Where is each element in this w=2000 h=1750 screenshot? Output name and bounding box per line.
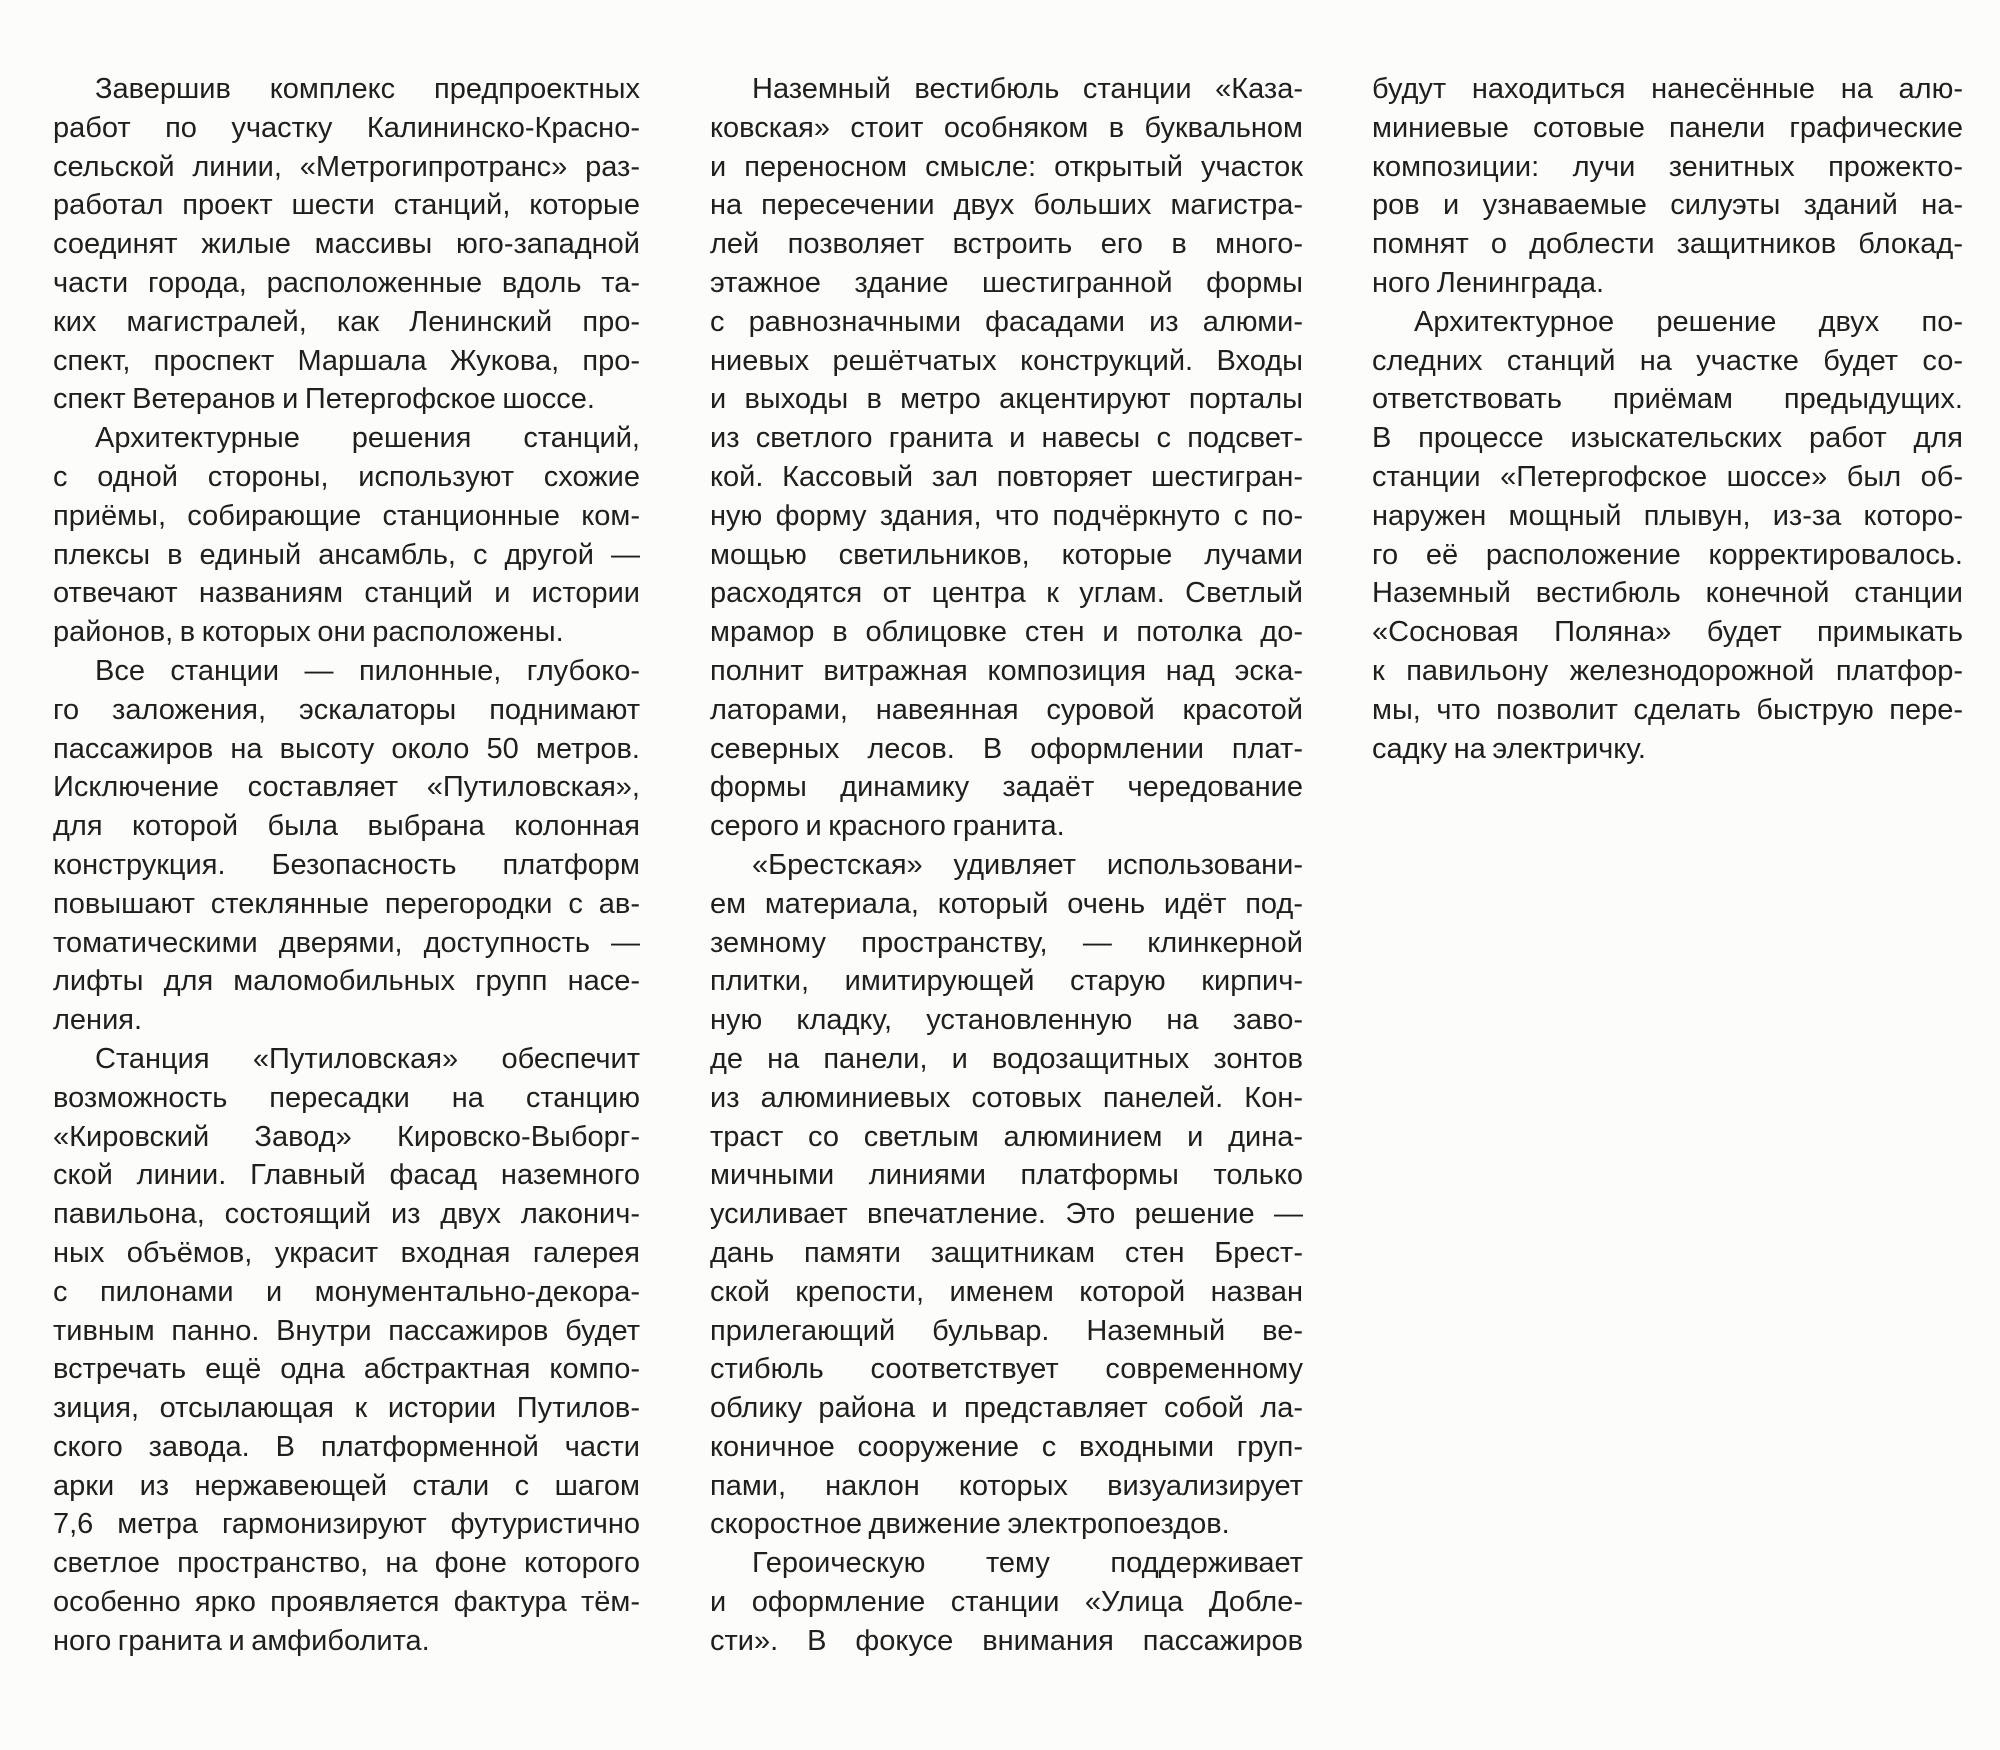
text-line: ного Ленинграда. xyxy=(1372,266,1605,299)
text-line: го заложения, эскалаторы поднимают xyxy=(53,693,640,726)
text-line: наружен мощный плывун, из-за которо- xyxy=(1372,499,1963,532)
text-line: пами, наклон которых визуализирует xyxy=(710,1469,1303,1502)
text-line: садку на электричку. xyxy=(1372,732,1646,765)
text-line: облику района и представляет собой ла- xyxy=(710,1392,1303,1425)
text-line: и оформление станции «Улица Добле- xyxy=(710,1586,1303,1619)
text-line: Наземный вестибюль конечной станции xyxy=(1372,577,1963,610)
text-line: ем материала, который очень идёт под- xyxy=(710,887,1303,920)
text-line: формы динамику задаёт чередование xyxy=(710,771,1303,804)
text-line: ской крепости, именем которой назван xyxy=(710,1275,1303,1308)
text-line: Станция «Путиловская» обеспечит xyxy=(95,1042,640,1075)
text-line: с пилонами и монументально-декора- xyxy=(53,1275,640,1308)
text-line: траст со светлым алюминием и дина- xyxy=(710,1120,1303,1153)
text-line: особенно ярко проявляется фактура тём- xyxy=(53,1586,640,1619)
text-column-2 xyxy=(710,70,1303,1661)
text-line: Героическую тему поддерживает xyxy=(752,1547,1303,1580)
text-column-1 xyxy=(53,70,640,1661)
text-line: мы, что позволит сделать быструю пере- xyxy=(1372,693,1963,726)
text-line: композиции: лучи зенитных прожекто- xyxy=(1372,150,1963,183)
text-line: ких магистралей, как Ленинский про- xyxy=(53,305,640,338)
text-line: станции «Петергофское шоссе» был об- xyxy=(1372,460,1963,493)
text-line: приёмы, собирающие станционные ком- xyxy=(53,499,640,532)
text-line: лей позволяет встроить его в много- xyxy=(710,228,1303,261)
text-line: следних станций на участке будет со- xyxy=(1372,344,1963,377)
text-line: го её расположение корректировалось. xyxy=(1372,538,1963,571)
text-line: зиция, отсылающая к истории Путилов- xyxy=(53,1392,640,1425)
text-line: части города, расположенные вдоль та- xyxy=(53,266,640,299)
text-line: ниевых решётчатых конструкций. Входы xyxy=(710,344,1303,377)
text-line: с равнозначными фасадами из алюми- xyxy=(710,305,1303,338)
text-line: кой. Кассовый зал повторяет шестигран- xyxy=(710,460,1303,493)
text-line: Исключение составляет «Путиловская», xyxy=(53,771,640,804)
text-line: прилегающий бульвар. Наземный ве- xyxy=(710,1314,1303,1347)
text-line: тивным панно. Внутри пассажиров будет xyxy=(53,1314,640,1347)
text-line: коничное сооружение с входными груп- xyxy=(710,1430,1303,1463)
text-line: Архитектурные решения станций, xyxy=(95,422,640,455)
text-line: работ по участку Калининско-Красно- xyxy=(53,111,640,144)
text-line: ную форму здания, что подчёркнуто с по- xyxy=(710,499,1303,532)
text-line: помнят о доблести защитников блокад- xyxy=(1372,228,1963,261)
text-line: серого и красного гранита. xyxy=(710,810,1065,843)
text-line: Наземный вестибюль станции «Каза- xyxy=(752,73,1303,105)
text-line: для которой была выбрана колонная xyxy=(53,810,640,843)
text-line: «Сосновая Поляна» будет примыкать xyxy=(1372,616,1963,649)
text-line: Завершив комплекс предпроектных xyxy=(95,73,640,105)
text-line: миниевые сотовые панели графические xyxy=(1372,111,1963,144)
text-line: спект, проспект Маршала Жукова, про- xyxy=(53,344,640,377)
text-line: земному пространству, — клинкерной xyxy=(710,926,1303,959)
text-line: плексы в единый ансамбль, с другой — xyxy=(53,538,640,571)
text-line: стибюль соответствует современному xyxy=(710,1353,1303,1386)
text-line: возможность пересадки на станцию xyxy=(53,1081,640,1114)
text-line: лифты для маломобильных групп насе- xyxy=(53,965,640,998)
text-line: латорами, навеянная суровой красотой xyxy=(710,693,1303,726)
text-line: с одной стороны, используют схожие xyxy=(53,460,640,493)
text-line: мрамор в облицовке стен и потолка до- xyxy=(710,616,1303,649)
text-line: усиливает впечатление. Это решение — xyxy=(710,1198,1303,1231)
text-line: будут находиться нанесённые на алю- xyxy=(1372,73,1963,105)
text-line: арки из нержавеющей стали с шагом xyxy=(53,1469,640,1502)
text-line: мощью светильников, которые лучами xyxy=(710,538,1303,571)
text-line: сти». В фокусе внимания пассажиров xyxy=(710,1624,1303,1657)
text-line: из светлого гранита и навесы с подсвет- xyxy=(710,422,1303,455)
text-line: этажное здание шестигранной формы xyxy=(710,266,1303,299)
text-line: районов, в которых они расположены. xyxy=(53,616,564,649)
text-column-3 xyxy=(1372,70,1963,768)
text-line: и переносном смысле: открытый участок xyxy=(710,150,1303,183)
text-line: ров и узнаваемые силуэты зданий на- xyxy=(1372,189,1963,222)
text-line: ответствовать приёмам предыдущих. xyxy=(1372,383,1963,416)
text-line: павильона, состоящий из двух лаконич- xyxy=(53,1198,640,1231)
text-line: и выходы в метро акцентируют порталы xyxy=(710,383,1303,416)
text-line: пассажиров на высоту около 50 метров. xyxy=(53,732,640,765)
text-line: ской линии. Главный фасад наземного xyxy=(53,1159,640,1192)
text-line: светлое пространство, на фоне которого xyxy=(53,1547,640,1580)
text-line: дань памяти защитникам стен Брест- xyxy=(710,1236,1303,1269)
text-line: ных объёмов, украсит входная галерея xyxy=(53,1236,640,1269)
text-line: спект Ветеранов и Петергофское шоссе. xyxy=(53,383,595,416)
text-line: ного гранита и амфиболита. xyxy=(53,1624,430,1657)
text-line: «Кировский Завод» Кировско-Выборг- xyxy=(53,1120,640,1153)
text-line: скоростное движение электропоездов. xyxy=(710,1508,1230,1541)
text-line: мичными линиями платформы только xyxy=(710,1159,1303,1192)
text-line: на пересечении двух больших магистра- xyxy=(710,189,1303,222)
text-line: ковская» стоит особняком в буквальном xyxy=(710,111,1303,144)
text-line: расходятся от центра к углам. Светлый xyxy=(710,577,1303,610)
text-line: конструкция. Безопасность платформ xyxy=(53,848,640,881)
text-line: «Брестская» удивляет использовани- xyxy=(752,848,1303,881)
text-line: к павильону железнодорожной платфор- xyxy=(1372,654,1963,687)
text-line: северных лесов. В оформлении плат- xyxy=(710,732,1303,765)
text-line: томатическими дверями, доступность — xyxy=(53,926,640,959)
text-line: работал проект шести станций, которые xyxy=(53,189,640,222)
text-line: В процессе изыскательских работ для xyxy=(1372,422,1963,455)
text-line: плитки, имитирующей старую кирпич- xyxy=(710,965,1303,998)
text-line: из алюминиевых сотовых панелей. Кон- xyxy=(710,1081,1303,1114)
text-line: встречать ещё одна абстрактная компо- xyxy=(53,1353,640,1386)
text-line: ную кладку, установленную на заво- xyxy=(710,1004,1303,1037)
text-line: де на панели, и водозащитных зонтов xyxy=(710,1042,1303,1075)
text-line: Архитектурное решение двух по- xyxy=(1414,305,1963,338)
text-line: 7,6 метра гармонизируют футуристично xyxy=(53,1508,640,1541)
text-line: повышают стеклянные перегородки с ав- xyxy=(53,887,640,920)
text-line: отвечают названиям станций и истории xyxy=(53,577,640,610)
text-line: Все станции — пилонные, глубоко- xyxy=(95,654,640,687)
text-line: соединят жилые массивы юго-западной xyxy=(53,228,640,261)
text-line: ления. xyxy=(53,1004,143,1037)
text-line: полнит витражная композиция над эска- xyxy=(710,654,1303,687)
text-line: ского завода. В платформенной части xyxy=(53,1430,640,1463)
text-line: сельской линии, «Метрогипротранс» раз- xyxy=(53,150,640,183)
